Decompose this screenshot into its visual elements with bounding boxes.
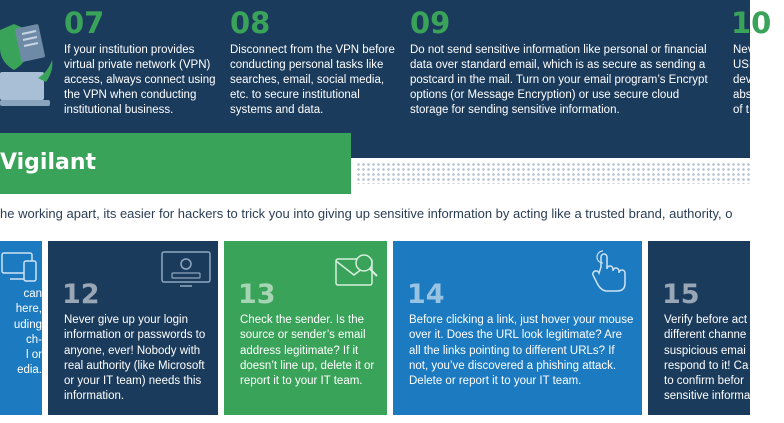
tip-text-11: can here, uding ch- l or edia. — [13, 288, 42, 377]
tip-card-11 — [0, 241, 42, 415]
devices-icon — [0, 249, 40, 285]
tip-text-10: Nev USB dev abs of t — [733, 44, 757, 116]
tip-number-14: 14 — [407, 279, 445, 310]
tip-text-14: Before clicking a link, just hover your mouse over it. Does the URL look legitimate? Are all the links pointing to different URLs? If not, you’ve discovered a phishing attack. Delete or report it to your IT team. — [409, 314, 634, 388]
tip-number-15: 15 — [662, 279, 700, 310]
pointer-hand-icon — [589, 247, 629, 295]
login-screen-icon — [160, 250, 212, 288]
section-title: Vigilant — [0, 150, 97, 175]
tip-text-13: Check the sender. Is the source or sender’s email address legitimate? If it doesn’t line up, delete it or report it to your IT team. — [240, 314, 375, 388]
envelope-search-icon — [334, 249, 380, 293]
dotted-divider — [356, 162, 750, 184]
tip-text-15: Verify before act different channe suspicious emai respond to it! Ca to confirm befor sensitive informa — [664, 314, 751, 403]
security-illustration-icon — [0, 0, 58, 120]
section-intro: he working apart, its easier for hackers to trick you into giving up sensitive information by acting like a trusted brand, authority, o — [0, 206, 733, 221]
tip-card-15 — [648, 241, 750, 415]
tip-number-10: 10 — [731, 6, 772, 40]
tip-number-09: 09 — [410, 6, 451, 40]
tip-number-13: 13 — [238, 279, 276, 310]
tip-number-07: 07 — [64, 6, 105, 40]
tip-text-07: If your institution provides virtual private network (VPN) access, always connect using the VPN when conducting institutional business. — [64, 44, 216, 116]
tip-number-08: 08 — [230, 6, 271, 40]
tip-text-09: Do not send sensitive information like personal or financial data over standard email, which is as secure as sending a postcard in the mail. Turn on your email program’s Encrypt options (or Message Encryption) or use secure cloud storage for sending sensitive information. — [410, 44, 708, 116]
tip-card-14 — [393, 241, 642, 415]
tip-card-13 — [224, 241, 387, 415]
tip-number-12: 12 — [62, 279, 100, 310]
tip-text-08: Disconnect from the VPN before conducting personal tasks like searches, email, social media, etc. to secure institutional systems and data. — [230, 44, 395, 116]
tip-text-12: Never give up your login information or passwords to anyone, ever! Nobody with real authority (like Microsoft or your IT team) needs this information. — [64, 314, 206, 403]
tip-card-12 — [48, 241, 218, 415]
